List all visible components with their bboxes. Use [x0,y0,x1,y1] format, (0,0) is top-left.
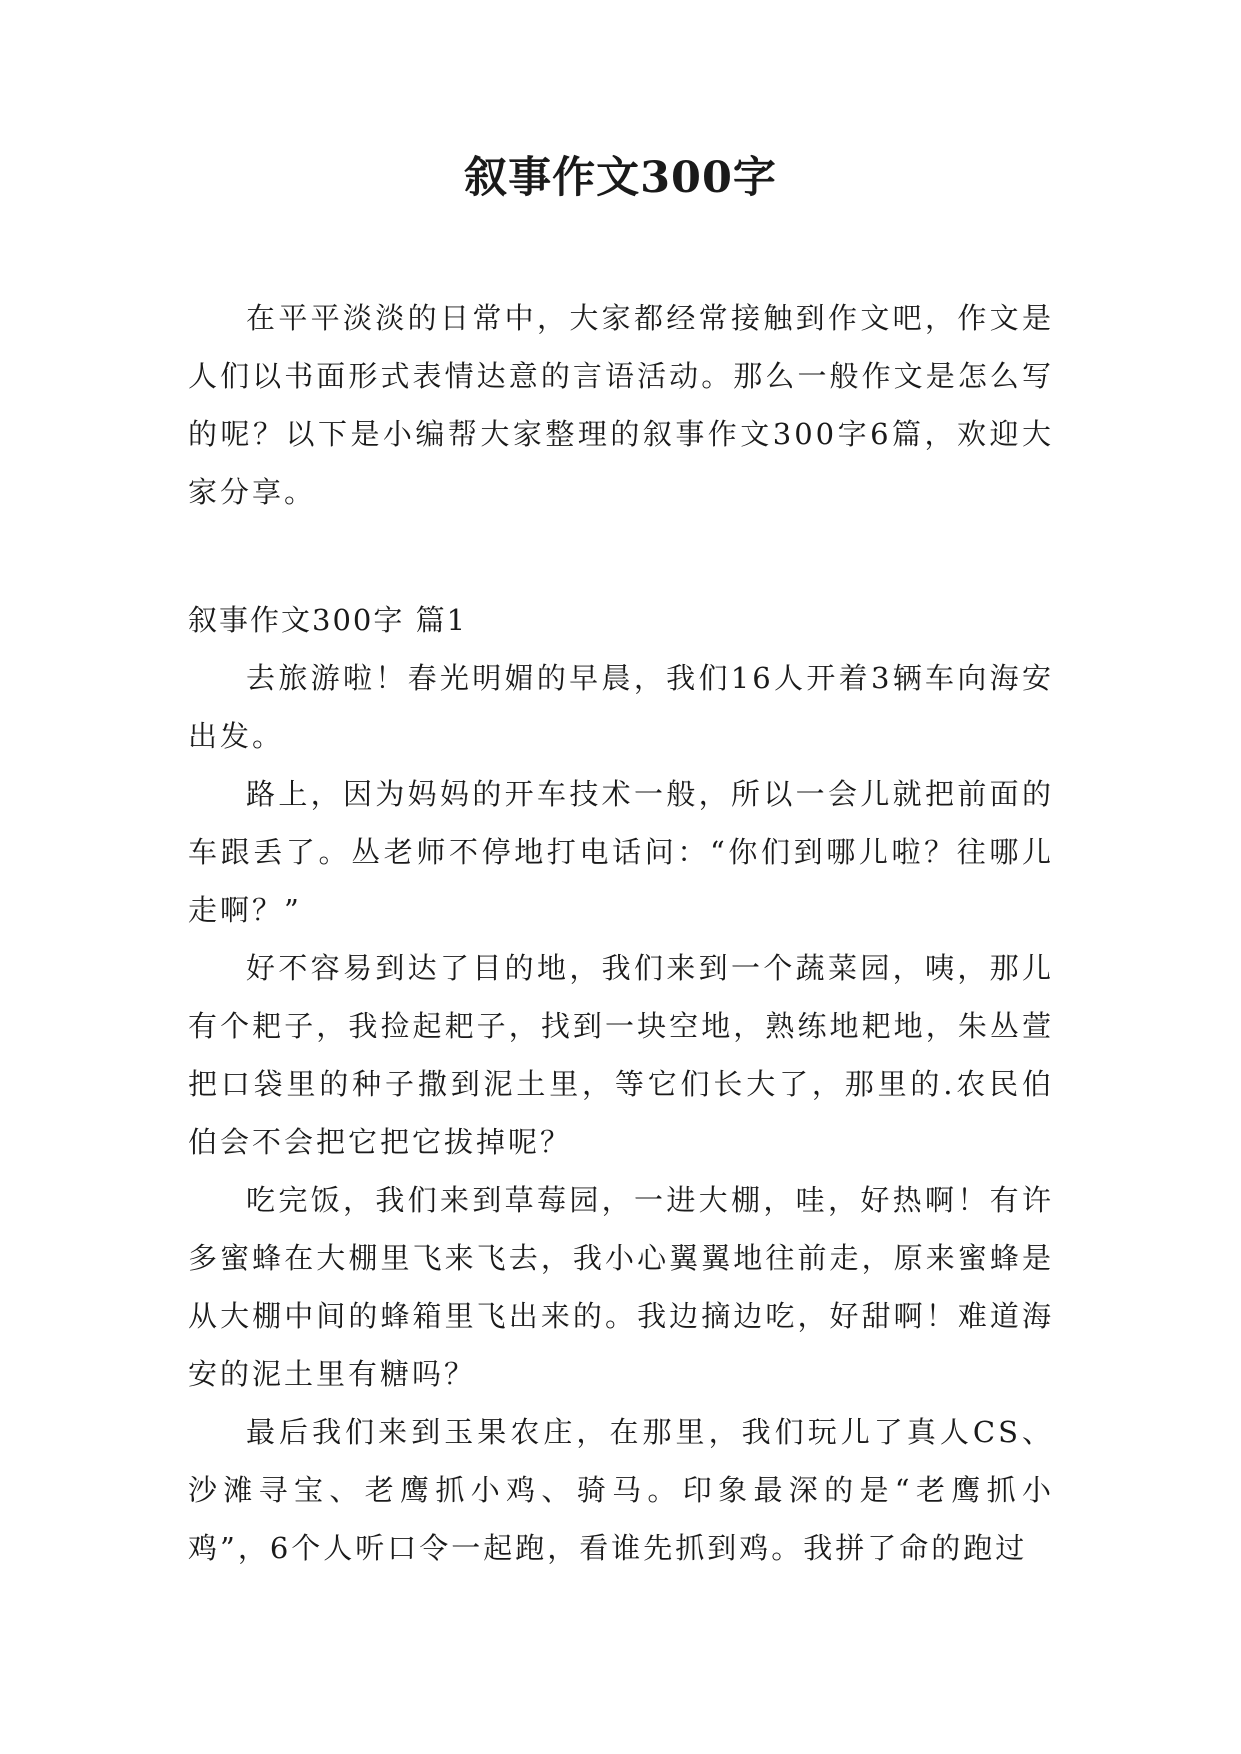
document-title: 叙事作文300字 [464,153,777,203]
section-1 [188,591,1054,1577]
intro-paragraph: 在平平淡淡的日常中，大家都经常接触到作文吧，作文是人们以书面形式表情达意的言语活动。那么一般作文是怎么写的呢？以下是小编帮大家整理的叙事作文300字6篇，欢迎大家分享。 [188,301,1054,509]
body-paragraph: 路上，因为妈妈的开车技术一般，所以一会儿就把前面的车跟丢了。丛老师不停地打电话问：“你们到哪儿啦？往哪儿走啊？” [188,777,1054,927]
body-paragraph: 好不容易到达了目的地，我们来到一个蔬菜园，咦，那儿有个耙子，我捡起耙子，找到一块空地，熟练地耙地，朱丛萱把口袋里的种子撒到泥土里，等它们长大了，那里的.农民伯伯会不会把它把它拔掉呢？ [188,951,1054,1159]
body-paragraph: 去旅游啦！春光明媚的早晨，我们16人开着3辆车向海安出发。 [188,661,1054,753]
section-heading: 叙事作文300字 篇1 [188,603,468,637]
body-paragraph: 吃完饭，我们来到草莓园，一进大棚，哇，好热啊！有许多蜜蜂在大棚里飞来飞去，我小心翼翼地往前走，原来蜜蜂是从大棚中间的蜂箱里飞出来的。我边摘边吃，好甜啊！难道海安的泥土里有糖吗？ [188,1183,1054,1391]
body-paragraph: 最后我们来到玉果农庄，在那里，我们玩儿了真人CS、沙滩寻宝、老鹰抓小鸡、骑马。印象最深的是“老鹰抓小鸡”，6个人听口令一起跑，看谁先抓到鸡。我拼了命的跑过 [188,1415,1054,1565]
document-body [188,289,1054,1577]
